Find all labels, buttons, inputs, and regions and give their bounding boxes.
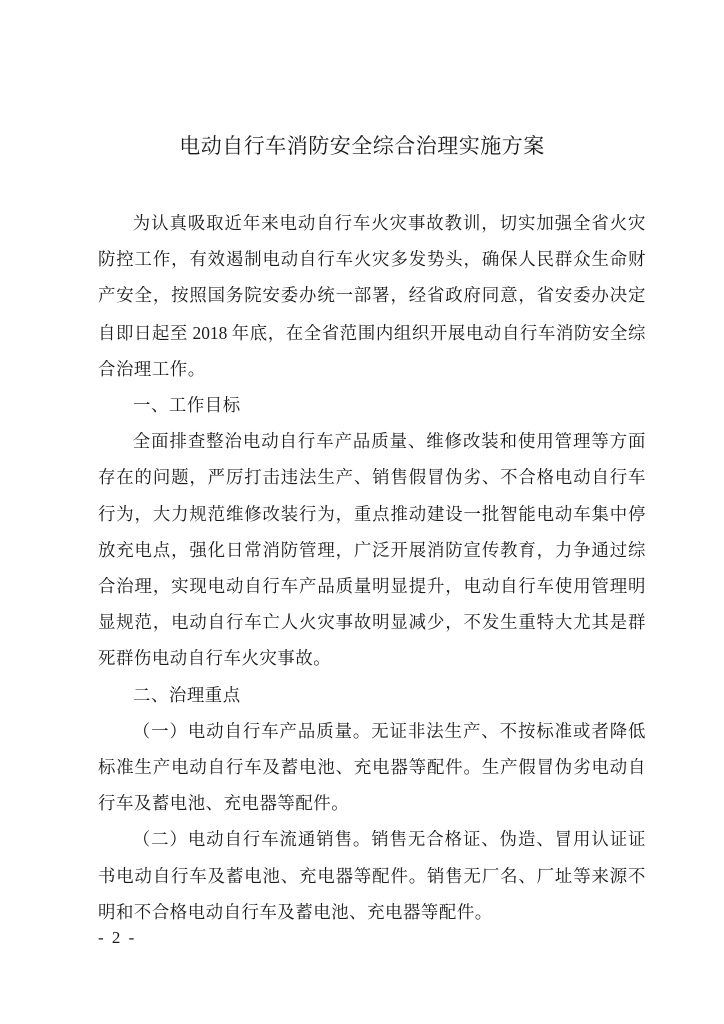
section1-heading: 一、工作目标 — [133, 396, 241, 417]
section2-item-1: （一）电动自行车产品质量。无证非法生产、不按标准或者降低标准生产电动自行车及蓄电池、充电器等配件。生产假冒伪劣电动自行车及蓄电池、充电器等配件。 — [98, 721, 646, 815]
intro-text-part1: 为认真吸取近年来电动自行车火灾事故教训，切实加强全省火灾防控工作，有效遏制电动自行车火灾多发势头，确保人民群众生命财产安全，按照国务院安委办统一部署，经省政府同意，省安委办决定自即日起至 — [98, 214, 646, 344]
intro-text-part2: 年底，在全省范围内组织开展电动自行车消防安全综合治理工作。 — [98, 323, 646, 380]
intro-year: 2018 — [188, 322, 232, 343]
page-number: - 2 - — [98, 928, 137, 947]
section2-heading: 二、治理重点 — [133, 685, 241, 706]
section1-paragraph: 全面排查整治电动自行车产品质量、维修改装和使用管理等方面存在的问题，严厉打击违法生产、销售假冒伪劣、不合格电动自行车行为，大力规范维修改装行为，重点推动建设一批智能电动车集中停放充电点，强化日常消防管理，广泛开展消防宣传教育，力争通过综合治理，实现电动自行车产品质量明显提升，电动自行车使用管理明显规范，电动自行车亡人火灾事故明显减少，不发生重特大尤其是群死群伤电动自行车火灾事故。 — [98, 432, 646, 670]
document-body — [98, 206, 646, 931]
document-title: 电动自行车消防安全综合治理实施方案 — [179, 134, 545, 158]
intro-paragraph — [98, 206, 646, 388]
section2-item-2: （二）电动自行车流通销售。销售无合格证、伪造、冒用认证证书电动自行车及蓄电池、充电器等配件。销售无厂名、厂址等来源不明和不合格电动自行车及蓄电池、充电器等配件。 — [98, 830, 646, 923]
